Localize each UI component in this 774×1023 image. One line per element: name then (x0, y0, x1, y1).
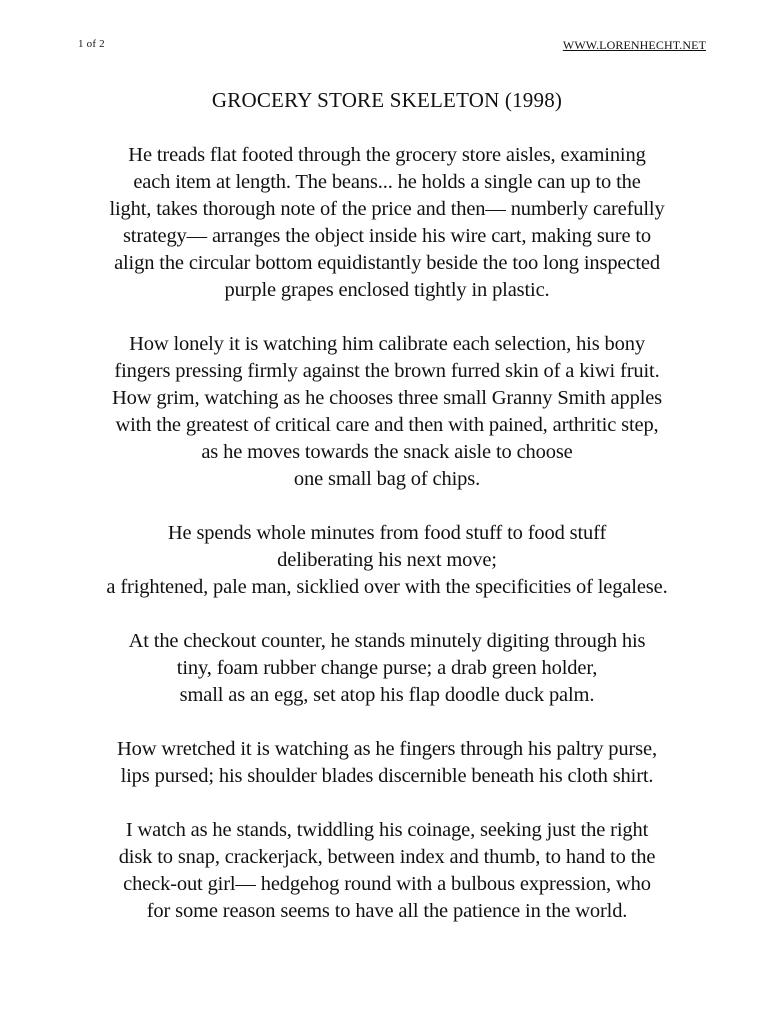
poem-line: as he moves towards the snack aisle to choose (201, 441, 573, 463)
poem-line: check-out girl— hedgehog round with a bulbous expression, who (123, 873, 651, 895)
poem-title: GROCERY STORE SKELETON (1998) (211, 88, 563, 112)
poem-line: lips pursed; his shoulder blades discernible beneath his cloth shirt. (120, 765, 654, 787)
poem-line: fingers pressing firmly against the brown furred skin of a kiwi fruit. (114, 360, 660, 382)
poem-line: He spends whole minutes from food stuff to food stuff (167, 522, 607, 544)
stanza-3 (40, 520, 734, 601)
poem-line: tiny, foam rubber change purse; a drab green holder, (176, 657, 598, 679)
page-number: 1 of 2 (78, 38, 105, 50)
poem-line: one small bag of chips. (293, 468, 481, 490)
poem-line: How wretched it is watching as he fingers through his paltry purse, (117, 738, 657, 760)
poem-line: for some reason seems to have all the patience in the world. (146, 900, 628, 922)
poem-line: light, takes thorough note of the price and then— numberly carefully (109, 198, 665, 220)
poem-line: He treads flat footed through the grocery store aisles, examining (128, 144, 646, 166)
stanza-5 (40, 736, 734, 790)
poem-line: I watch as he stands, twiddling his coinage, seeking just the right (125, 819, 649, 841)
poem-line: disk to snap, crackerjack, between index and thumb, to hand to the (118, 846, 656, 868)
stanza-6 (40, 817, 734, 925)
poem-line: each item at length. The beans... he holds a single can up to the (133, 171, 641, 193)
poem-line: deliberating his next move; (277, 549, 497, 571)
poem-line: strategy— arranges the object inside his wire cart, making sure to (122, 225, 652, 247)
stanza-4 (40, 628, 734, 709)
stanza-2 (40, 331, 734, 493)
poem-body (40, 142, 734, 952)
poem-line: align the circular bottom equidistantly beside the too long inspected (114, 252, 660, 274)
poem-line: purple grapes enclosed tightly in plastic. (224, 279, 550, 301)
poem-line: a frightened, pale man, sicklied over with the specificities of legalese. (106, 576, 668, 598)
poem-line: with the greatest of critical care and then with pained, arthritic step, (115, 414, 659, 436)
poem-line: small as an egg, set atop his flap doodle duck palm. (179, 684, 595, 706)
stanza-1 (40, 142, 734, 304)
poem-line: At the checkout counter, he stands minutely digiting through his (128, 630, 646, 652)
poem-line: How grim, watching as he chooses three small Granny Smith apples (111, 387, 663, 409)
website-link[interactable]: WWW.LORENHECHT.NET (562, 38, 706, 52)
page-header (78, 38, 706, 54)
poem-line: How lonely it is watching him calibrate each selection, his bony (129, 333, 645, 355)
